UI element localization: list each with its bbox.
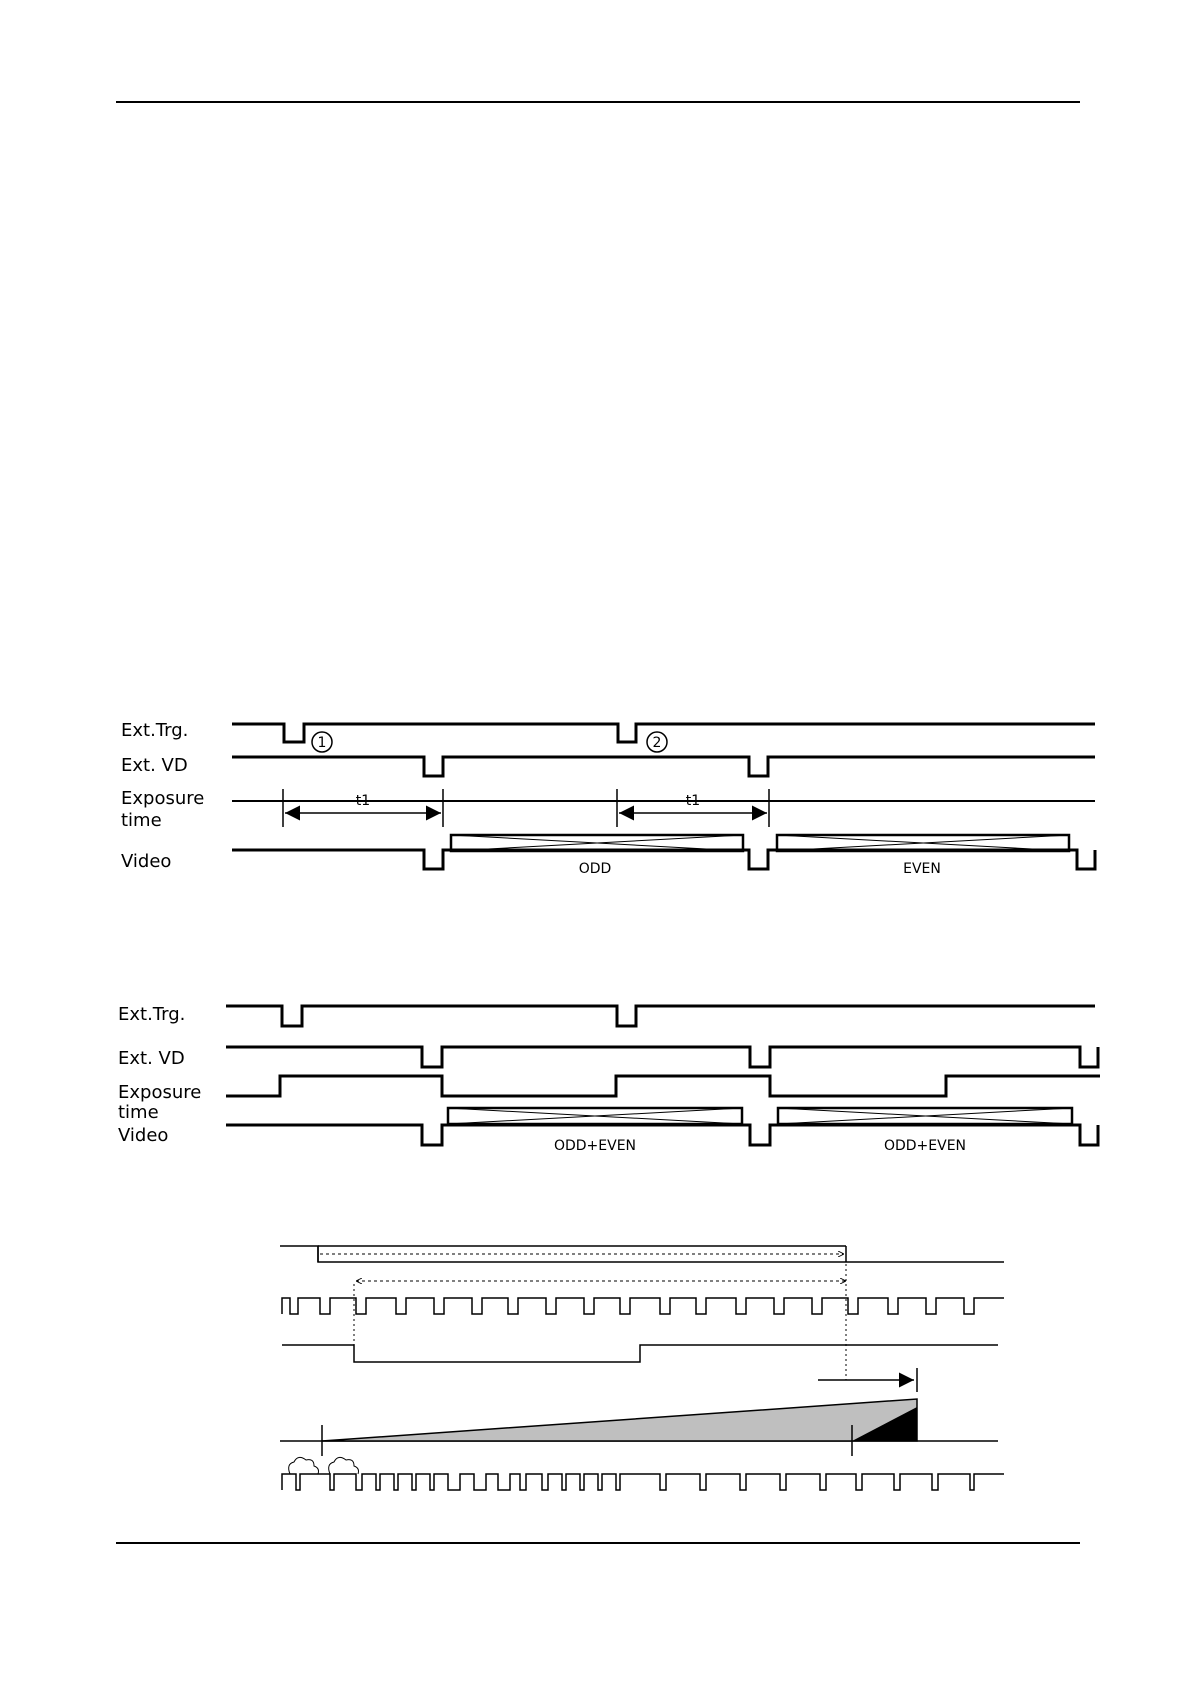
label-ext-vd: Ext. VD — [121, 755, 188, 776]
signal-ext-trg-2 — [226, 1006, 1095, 1026]
marker-2-number: 2 — [652, 735, 662, 751]
signal-video-2 — [226, 1125, 1098, 1145]
label-video-2: Video — [118, 1125, 169, 1146]
signal-bottom — [282, 1474, 1004, 1490]
label-ext-vd-2: Ext. VD — [118, 1048, 185, 1069]
diagram-2 — [118, 1004, 1100, 1154]
ramp-gray — [322, 1399, 917, 1441]
diagram-1 — [121, 720, 1095, 877]
signal-row-3 — [282, 1345, 998, 1362]
signal-clock — [282, 1298, 1004, 1314]
marker-1-number: 1 — [317, 735, 327, 751]
field-even-label: EVEN — [903, 861, 941, 877]
label-ext-trg-2: Ext.Trg. — [118, 1004, 186, 1025]
cloud-icon-2 — [329, 1457, 359, 1474]
label-video: Video — [121, 851, 172, 872]
label-exposure-time-2: time — [118, 1102, 159, 1123]
label-ext-trg: Ext.Trg. — [121, 720, 189, 741]
label-exposure: Exposure — [121, 788, 205, 809]
t1-label-1: t1 — [355, 793, 371, 809]
cloud-icon-1 — [289, 1457, 319, 1474]
label-exposure-time: time — [121, 810, 162, 831]
field-odd-label: ODD — [578, 861, 612, 877]
video-field-2 — [778, 1108, 1072, 1124]
signal-ext-trg — [232, 724, 1095, 742]
signal-video — [232, 850, 1095, 869]
signal-ext-vd-2 — [226, 1047, 1098, 1067]
diagram-3 — [280, 1246, 1004, 1490]
field-2-label: ODD+EVEN — [883, 1138, 967, 1154]
signal-ext-vd — [232, 757, 1095, 776]
signal-exposure-2 — [226, 1076, 1100, 1096]
t1-label-2: t1 — [685, 793, 701, 809]
label-exposure-2: Exposure — [118, 1082, 202, 1103]
video-field-1 — [448, 1108, 742, 1124]
field-1-label: ODD+EVEN — [553, 1138, 637, 1154]
